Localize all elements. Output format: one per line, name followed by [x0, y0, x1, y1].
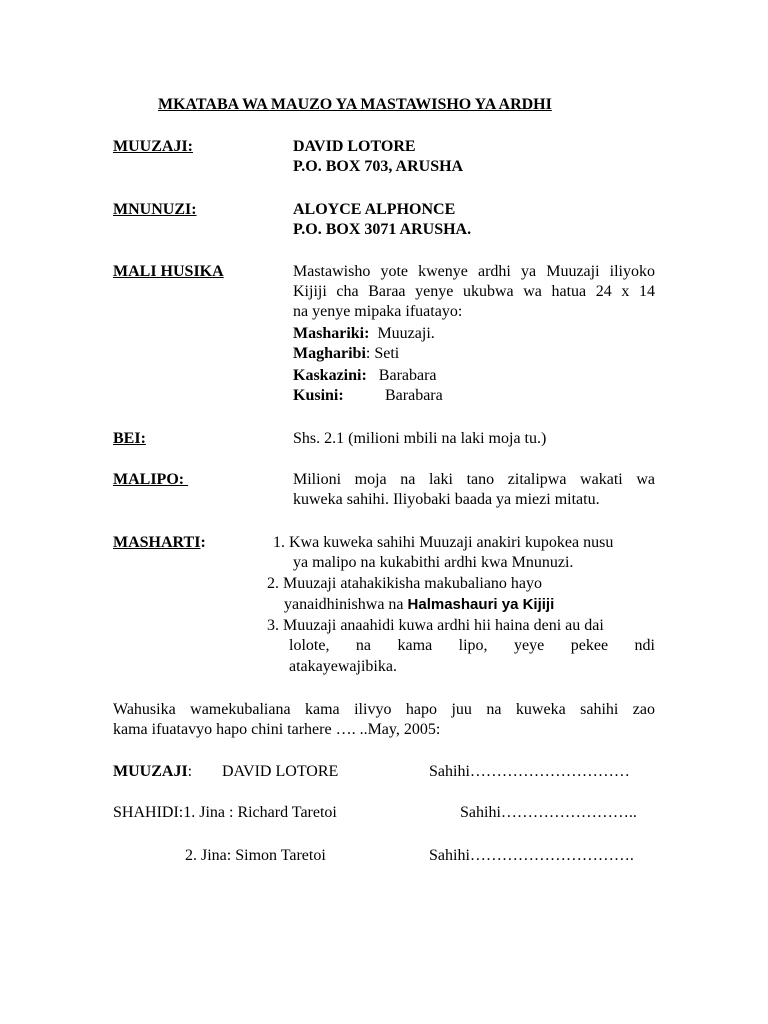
- boundary-south: [293, 386, 344, 406]
- seller-signature-name: DAVID LOTORE: [222, 763, 339, 780]
- property-line: Kijiji cha Baraa yenye ukubwa wa hatua 24 x 14: [293, 283, 655, 300]
- boundary-direction: Mashariki:: [293, 325, 370, 342]
- property-label: MALI HUSIKA: [113, 263, 224, 280]
- seller-address: P.O. BOX 703, ARUSHA: [293, 158, 464, 175]
- condition-item-3-cont: atakayewajibika.: [289, 658, 397, 675]
- property-line: Mastawisho yote kwenye ardhi ya Muuzaji iliyoko: [293, 263, 655, 280]
- condition-item-2-cont: [284, 595, 554, 615]
- boundary-west: [293, 344, 399, 364]
- document-title: MKATABA WA MAUZO YA MASTAWISHO YA ARDHI: [158, 96, 552, 113]
- condition-item-3-cont: lolote, na kama lipo, yeye pekee ndi: [289, 637, 655, 654]
- witness-1-name: SHAHIDI:1. Jina : Richard Taretoi: [113, 804, 337, 821]
- condition-text: yanaidhinishwa na: [284, 596, 408, 613]
- price-value: Shs. 2.1 (milioni mbili na laki moja tu.): [293, 430, 547, 447]
- agreement-line: Wahusika wamekubaliana kama ilivyo hapo juu na kuweka sahihi zao: [113, 701, 655, 718]
- boundary-value: Muuzaji.: [377, 325, 435, 342]
- payment-line: Milioni moja na laki tano zitalipwa wakati wa: [293, 471, 655, 488]
- boundary-value: Barabara: [385, 387, 443, 404]
- seller-sign-label: MUUZAJI: [113, 763, 188, 780]
- village-council-text: Halmashauri ya Kijiji: [407, 596, 555, 613]
- boundary-value: : Seti: [365, 345, 400, 362]
- boundary-value: Barabara: [378, 367, 437, 384]
- seller-name: DAVID LOTORE: [293, 138, 416, 155]
- seller-sign-colon: :: [187, 763, 193, 780]
- boundary-direction: Magharibi: [293, 345, 366, 362]
- conditions-label-wrap: [113, 533, 206, 553]
- payment-label: MALIPO:: [113, 471, 189, 488]
- condition-item-1-cont: ya malipo na kukabithi ardhi kwa Mnunuzi.: [293, 554, 574, 571]
- buyer-label: MNUNUZI:: [113, 201, 197, 218]
- witness-1-signature-line: Sahihi……………………..: [460, 804, 637, 821]
- boundary-direction: Kusini:: [293, 387, 344, 404]
- condition-item-1: 1. Kwa kuweka sahihi Muuzaji anakiri kupokea nusu: [273, 534, 614, 551]
- condition-item-3: 3. Muuzaji anaahidi kuwa ardhi hii haina deni au dai: [267, 617, 604, 634]
- boundary-north: [293, 366, 437, 386]
- seller-label: MUUZAJI:: [113, 138, 193, 155]
- price-label: BEI:: [113, 430, 146, 447]
- agreement-line: kama ifuatavyo hapo chini tarhere …. ..May, 2005:: [113, 721, 441, 738]
- witness-2-name: 2. Jina: Simon Taretoi: [185, 847, 326, 864]
- witness-2-signature-line: Sahihi………………………….: [429, 847, 634, 864]
- condition-item-2: 2. Muuzaji atahakikisha makubaliano hayo: [267, 575, 543, 592]
- property-line: na yenye mipaka ifuatayo:: [293, 303, 463, 320]
- seller-signature-label: [113, 762, 192, 782]
- seller-signature-line: Sahihi…………………………: [429, 763, 630, 780]
- payment-line: kuweka sahihi. Iliyobaki baada ya miezi mitatu.: [293, 491, 600, 508]
- buyer-name: ALOYCE ALPHONCE: [293, 201, 456, 218]
- conditions-label: MASHARTI: [113, 534, 201, 551]
- buyer-address: P.O. BOX 3071 ARUSHA.: [293, 221, 472, 238]
- boundary-direction: Kaskazini:: [293, 367, 367, 384]
- boundary-east: [293, 324, 435, 344]
- conditions-colon: :: [200, 534, 206, 551]
